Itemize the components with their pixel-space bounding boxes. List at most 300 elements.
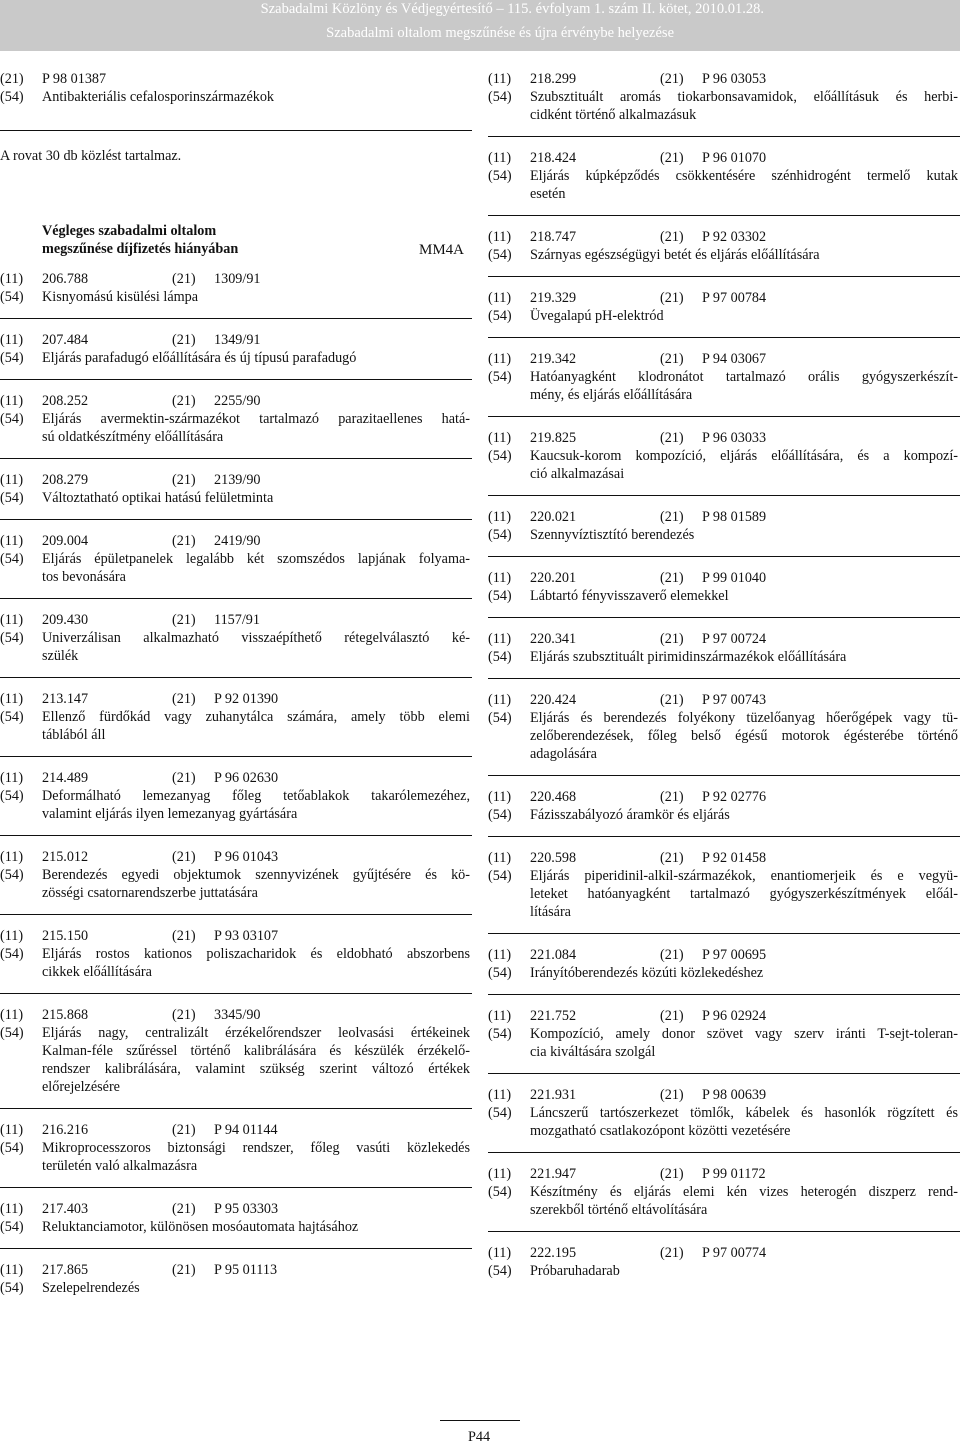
label-11: (11) — [0, 928, 24, 944]
title-line: Fázisszabályozó áramkör és eljárás — [530, 807, 730, 823]
label-21: (21) — [660, 1087, 684, 1103]
label-54: (54) — [488, 89, 512, 105]
entry-title — [0, 288, 470, 306]
entry-title — [488, 1262, 958, 1280]
title-line: Kaucsuk-korom kompozíció, eljárás előállítására, és a kompozí- — [530, 448, 958, 464]
application-number: P 97 00743 — [702, 692, 767, 708]
entry-number-line — [0, 769, 472, 787]
label-21: (21) — [660, 1245, 684, 1261]
label-54: (54) — [0, 490, 24, 506]
application-number: P 98 01387 — [42, 71, 107, 87]
right-entry-list — [488, 70, 960, 1292]
application-number: P 92 01458 — [702, 850, 767, 866]
application-number: P 96 03033 — [702, 430, 767, 446]
label-11: (11) — [488, 631, 512, 647]
title-line: cikkek előállítására — [42, 964, 152, 980]
label-21: (21) — [0, 71, 24, 87]
entry-number-line — [488, 289, 960, 307]
label-54: (54) — [488, 807, 512, 823]
patent-number: 209.430 — [42, 612, 89, 628]
application-number: P 94 03067 — [702, 351, 767, 367]
label-21: (21) — [660, 631, 684, 647]
application-number: P 95 01113 — [214, 1262, 278, 1278]
patent-entry — [488, 679, 960, 776]
patent-entry — [488, 277, 960, 338]
title-line: cidként történő alkalmazásuk — [530, 107, 697, 123]
title-line: Deformálható lemezanyag főleg tetőablakok takarólemezéhez, — [42, 788, 470, 804]
entry-number-line — [488, 1086, 960, 1104]
title-line: rendszer kalibrálására, valamint szükség szerint változó értékek — [42, 1061, 470, 1077]
label-54: (54) — [0, 1140, 24, 1156]
label-21: (21) — [172, 472, 196, 488]
entry-title — [0, 787, 470, 823]
title-line: Eljárás épületpanelek legalább két szomszédos lapjának folyama- — [42, 551, 470, 567]
entry-number-line — [488, 1165, 960, 1183]
title-line: zelőberendezések, főleg belső égésű motorok égésterébe történő — [530, 728, 958, 744]
label-21: (21) — [660, 1008, 684, 1024]
page-header — [0, 0, 960, 51]
title-line: Berendezés egyedi objektumok szennyvizének gyűjtésére és kö- — [42, 867, 470, 883]
patent-entry — [488, 618, 960, 679]
label-11: (11) — [0, 612, 24, 628]
entry-title — [0, 349, 470, 367]
entry-title — [488, 587, 958, 605]
patent-number: 219.329 — [530, 290, 577, 306]
entry-number-line — [0, 471, 472, 489]
patent-entry — [0, 757, 472, 836]
label-21: (21) — [660, 850, 684, 866]
patent-entry — [488, 995, 960, 1074]
label-11: (11) — [488, 1087, 512, 1103]
entry-number-line — [0, 532, 472, 550]
title-line: Kisnyomású kisülési lámpa — [42, 289, 199, 305]
patent-number: 222.195 — [530, 1245, 577, 1261]
entry-number-line — [0, 848, 472, 866]
patent-entry — [0, 994, 472, 1109]
label-11: (11) — [0, 1122, 24, 1138]
patent-number: 216.216 — [42, 1122, 89, 1138]
patent-number: 220.341 — [530, 631, 577, 647]
patent-number: 218.424 — [530, 150, 577, 166]
entry-title — [488, 307, 958, 325]
application-number: P 93 03107 — [214, 928, 279, 944]
entry-title — [0, 88, 470, 106]
label-21: (21) — [660, 509, 684, 525]
patent-number: 221.931 — [530, 1087, 577, 1103]
label-11: (11) — [0, 533, 24, 549]
application-number: P 97 00695 — [702, 947, 767, 963]
title-line: Antibakteriális cefalosporinszármazékok — [42, 89, 275, 105]
patent-entry — [488, 776, 960, 837]
patent-number: 221.752 — [530, 1008, 577, 1024]
patent-entry — [0, 459, 472, 520]
patent-entry — [0, 319, 472, 380]
patent-number: 209.004 — [42, 533, 89, 549]
title-line: Kompozíció, amely donor szövet vagy szerv iránti T-sejt-toleran- — [530, 1026, 958, 1042]
application-number: 2419/90 — [214, 533, 261, 549]
label-11: (11) — [488, 509, 512, 525]
label-11: (11) — [0, 472, 24, 488]
label-54: (54) — [488, 448, 512, 464]
patent-number: 215.150 — [42, 928, 89, 944]
application-number: P 92 01390 — [214, 691, 279, 707]
label-54: (54) — [0, 411, 24, 427]
entry-title — [488, 368, 958, 404]
label-11: (11) — [488, 71, 512, 87]
entry-title — [488, 709, 958, 763]
label-11: (11) — [488, 570, 512, 586]
label-21: (21) — [660, 789, 684, 805]
application-number: 2255/90 — [214, 393, 261, 409]
label-11: (11) — [488, 1245, 512, 1261]
title-line: Láncszerű tartószerkezet tömlők, kábelek és hasonlók rögzített és — [530, 1105, 958, 1121]
application-number: 1349/91 — [214, 332, 261, 348]
title-line: zösségi csatornarendszerbe juttatására — [42, 885, 258, 901]
label-11: (11) — [488, 1166, 512, 1182]
patent-number: 206.788 — [42, 271, 89, 287]
label-54: (54) — [488, 168, 512, 184]
patent-entry — [488, 338, 960, 417]
label-11: (11) — [0, 1007, 24, 1023]
label-54: (54) — [0, 709, 24, 725]
label-54: (54) — [0, 551, 24, 567]
entry-app-line — [0, 70, 472, 88]
entry-number-line — [0, 1006, 472, 1024]
label-11: (11) — [488, 947, 512, 963]
left-column — [0, 70, 472, 131]
label-54: (54) — [488, 308, 512, 324]
patent-entry — [0, 266, 472, 319]
label-21: (21) — [172, 533, 196, 549]
entry-number-line — [0, 1200, 472, 1218]
patent-number: 220.021 — [530, 509, 577, 525]
label-54: (54) — [488, 1105, 512, 1121]
title-line: sú oldatkészítmény előállítására — [42, 429, 224, 445]
entry-number-line — [488, 508, 960, 526]
patent-number: 208.252 — [42, 393, 89, 409]
entry-title — [488, 167, 958, 203]
label-21: (21) — [660, 430, 684, 446]
application-number: P 96 03053 — [702, 71, 767, 87]
label-54: (54) — [0, 1025, 24, 1041]
label-21: (21) — [172, 1122, 196, 1138]
entry-title — [488, 246, 958, 264]
top-left-entry — [0, 70, 472, 131]
patent-entry — [488, 417, 960, 496]
label-54: (54) — [0, 1219, 24, 1235]
patent-number: 220.424 — [530, 692, 577, 708]
section-heading: Szabadalmi oltalom megszűnése és újra érvénybe helyezése — [326, 25, 674, 41]
title-line: ció alkalmazásai — [530, 466, 625, 482]
patent-number: 208.279 — [42, 472, 89, 488]
title-line: Készítmény és eljárás elemi kén vizes heterogén diszperz rend- — [530, 1184, 958, 1200]
title-line: mozgatható csatlakozópont közötti vezetésére — [530, 1123, 791, 1139]
entry-title — [0, 1218, 470, 1236]
title-line: Szubsztituált aromás tiokarbonsavamidok, előállításuk és herbi- — [530, 89, 958, 105]
label-21: (21) — [172, 1201, 196, 1217]
entry-title — [0, 945, 470, 981]
label-11: (11) — [488, 290, 512, 306]
label-54: (54) — [488, 1184, 512, 1200]
application-number: P 97 00784 — [702, 290, 767, 306]
journal-title: Szabadalmi Közlöny és Védjegyértesítő – 115. évfolyam 1. szám II. kötet, 2010.01.28. — [260, 1, 764, 17]
patent-number: 215.012 — [42, 849, 89, 865]
application-number: P 95 03303 — [214, 1201, 279, 1217]
entry-number-line — [488, 429, 960, 447]
entry-number-line — [0, 392, 472, 410]
title-line: Próbaruhadarab — [530, 1263, 620, 1279]
patent-number: 218.299 — [530, 71, 577, 87]
label-54: (54) — [488, 965, 512, 981]
entry-number-line — [0, 1261, 472, 1279]
application-number: P 97 00724 — [702, 631, 767, 647]
patent-entry — [0, 1249, 472, 1309]
label-54: (54) — [0, 89, 24, 105]
label-11: (11) — [488, 1008, 512, 1024]
label-54: (54) — [488, 247, 512, 263]
left-entry-list — [0, 266, 472, 1309]
application-number: P 99 01040 — [702, 570, 767, 586]
label-21: (21) — [660, 692, 684, 708]
application-number: 2139/90 — [214, 472, 261, 488]
entry-title — [0, 866, 470, 902]
entry-number-line — [488, 228, 960, 246]
label-21: (21) — [660, 150, 684, 166]
label-21: (21) — [660, 290, 684, 306]
label-54: (54) — [488, 649, 512, 665]
label-11: (11) — [488, 850, 512, 866]
label-21: (21) — [172, 849, 196, 865]
entry-title — [0, 1024, 470, 1096]
label-11: (11) — [488, 789, 512, 805]
page-footer — [440, 1420, 520, 1445]
patent-entry — [0, 1188, 472, 1249]
label-21: (21) — [660, 351, 684, 367]
patent-entry — [0, 599, 472, 678]
label-11: (11) — [488, 430, 512, 446]
entry-number-line — [0, 611, 472, 629]
label-11: (11) — [0, 271, 24, 287]
label-21: (21) — [660, 570, 684, 586]
entry-number-line — [488, 691, 960, 709]
title-line: Üvegalapú pH-elektród — [530, 308, 664, 324]
patent-entry — [0, 1109, 472, 1188]
entry-number-line — [488, 788, 960, 806]
entry-title — [0, 1279, 470, 1297]
entry-title — [488, 806, 958, 824]
patent-entry — [488, 70, 960, 137]
label-54: (54) — [488, 588, 512, 604]
patent-entry — [488, 1074, 960, 1153]
label-11: (11) — [0, 691, 24, 707]
application-number: P 96 02924 — [702, 1008, 767, 1024]
entry-number-line — [488, 630, 960, 648]
application-number: P 92 02776 — [702, 789, 767, 805]
section-title-line-2: megszűnése díjfizetés hiányában — [42, 241, 239, 257]
title-line: Eljárás kúpképződés csökkentésére szénhidrogént termelő kutak — [530, 168, 958, 184]
entry-title — [0, 629, 470, 665]
application-number: 1309/91 — [214, 271, 261, 287]
patent-entry — [0, 678, 472, 757]
title-line: Eljárás parafadugó előállítására és új típusú parafadugó — [42, 350, 357, 366]
entry-number-line — [488, 1244, 960, 1262]
entry-number-line — [0, 690, 472, 708]
label-54: (54) — [0, 867, 24, 883]
patent-entry — [488, 496, 960, 557]
label-54: (54) — [488, 369, 512, 385]
title-line: Eljárás rostos kationos poliszacharidok és eldobható abszorbens — [42, 946, 470, 962]
title-line: cia kiváltására szolgál — [530, 1044, 656, 1060]
entry-number-line — [0, 331, 472, 349]
label-54: (54) — [488, 868, 512, 884]
patent-number: 215.868 — [42, 1007, 89, 1023]
label-54: (54) — [488, 1263, 512, 1279]
label-11: (11) — [488, 351, 512, 367]
title-line: leteket hatóanyagként tartalmazó gyógyszerkészítmények előál- — [530, 886, 958, 902]
title-line: esetén — [530, 186, 566, 202]
title-line: Eljárás és berendezés folyékony tüzelőanyag hőerőgépek vagy tü- — [530, 710, 958, 726]
application-number: P 96 01043 — [214, 849, 279, 865]
label-11: (11) — [488, 150, 512, 166]
application-number: P 92 03302 — [702, 229, 767, 245]
patent-entry — [488, 837, 960, 934]
entry-title — [0, 410, 470, 446]
entry-title — [0, 1139, 470, 1175]
label-54: (54) — [0, 289, 24, 305]
patent-number: 220.468 — [530, 789, 577, 805]
title-line: Mikroprocesszoros biztonsági rendszer, főleg vasúti közlekedés — [42, 1140, 470, 1156]
title-line: Kalman-féle szűréssel történő kalibrálására és készülék érzékelő- — [42, 1043, 470, 1059]
application-number: P 96 02630 — [214, 770, 279, 786]
title-line: Eljárás piperidinil-alkil-származékok, enantiomerjeik és e vegyü- — [530, 868, 958, 884]
entry-number-line — [488, 149, 960, 167]
label-11: (11) — [0, 393, 24, 409]
patent-number: 221.084 — [530, 947, 577, 963]
patent-entry — [488, 216, 960, 277]
label-21: (21) — [172, 770, 196, 786]
title-line: Eljárás szubsztituált pirimidinszármazékok előállítására — [530, 649, 847, 665]
right-column — [488, 70, 960, 1292]
patent-number: 217.403 — [42, 1201, 89, 1217]
section-block — [0, 222, 472, 1309]
patent-number: 219.825 — [530, 430, 577, 446]
application-number: P 94 01144 — [214, 1122, 278, 1138]
label-11: (11) — [0, 849, 24, 865]
title-line: Irányítóberendezés közúti közlekedéshez — [530, 965, 764, 981]
label-11: (11) — [0, 332, 24, 348]
application-number: P 97 00774 — [702, 1245, 767, 1261]
patent-number: 221.947 — [530, 1166, 577, 1182]
label-54: (54) — [0, 1280, 24, 1296]
entry-number-line — [0, 270, 472, 288]
patent-number: 217.865 — [42, 1262, 89, 1278]
label-21: (21) — [660, 229, 684, 245]
patent-number: 207.484 — [42, 332, 89, 348]
label-11: (11) — [488, 692, 512, 708]
patent-entry — [488, 557, 960, 618]
entry-number-line — [0, 1121, 472, 1139]
patent-number: 214.489 — [42, 770, 89, 786]
application-number: 3345/90 — [214, 1007, 261, 1023]
label-21: (21) — [172, 1007, 196, 1023]
section-note: A rovat 30 db közlést tartalmaz. — [0, 148, 182, 164]
entry-title — [488, 88, 958, 124]
title-line: Szárnyas egészségügyi betét és eljárás előállítására — [530, 247, 820, 263]
label-11: (11) — [488, 229, 512, 245]
page-number: P44 — [468, 1429, 491, 1445]
title-line: táblából áll — [42, 727, 106, 743]
entry-title — [0, 550, 470, 586]
title-line: Eljárás avermektin-származékot tartalmazó parazitaellenes hatá- — [42, 411, 470, 427]
entry-number-line — [488, 70, 960, 88]
title-line: tos bevonására — [42, 569, 126, 585]
label-21: (21) — [172, 1262, 196, 1278]
title-line: szülék — [42, 648, 79, 664]
label-54: (54) — [0, 946, 24, 962]
title-line: előrejelzésére — [42, 1079, 120, 1095]
section-title-line-1: Végleges szabadalmi oltalom — [42, 223, 217, 239]
entry-number-line — [488, 350, 960, 368]
label-21: (21) — [660, 947, 684, 963]
label-21: (21) — [172, 393, 196, 409]
entry-title — [488, 1183, 958, 1219]
label-21: (21) — [172, 691, 196, 707]
label-11: (11) — [0, 1262, 24, 1278]
title-line: lítására — [530, 904, 571, 920]
application-number: P 96 01070 — [702, 150, 767, 166]
title-line: Lábtartó fényvisszaverő elemekkel — [530, 588, 729, 604]
title-line: területén való alkalmazásra — [42, 1158, 198, 1174]
title-line: szerekből történő eltávolítására — [530, 1202, 708, 1218]
label-54: (54) — [0, 788, 24, 804]
label-21: (21) — [172, 612, 196, 628]
title-line: Univerzálisan alkalmazható visszaépíthető rétegelválasztó ké- — [42, 630, 470, 646]
entry-title — [0, 489, 470, 507]
application-number: 1157/91 — [214, 612, 260, 628]
entry-number-line — [0, 927, 472, 945]
title-line: Reluktanciamotor, különösen mosóautomata hajtásához — [42, 1219, 359, 1235]
patent-entry — [488, 934, 960, 995]
label-54: (54) — [0, 630, 24, 646]
application-number: P 98 01589 — [702, 509, 767, 525]
entry-title — [488, 867, 958, 921]
entry-number-line — [488, 946, 960, 964]
label-54: (54) — [488, 527, 512, 543]
patent-entry — [0, 520, 472, 599]
title-line: Változtatható optikai hatású felületminta — [42, 490, 274, 506]
title-line: adagolására — [530, 746, 597, 762]
entry-title — [488, 648, 958, 666]
patent-number: 218.747 — [530, 229, 577, 245]
patent-entry — [488, 1153, 960, 1232]
patent-number: 220.598 — [530, 850, 577, 866]
entry-title — [488, 1025, 958, 1061]
entry-title — [488, 526, 958, 544]
patent-number: 220.201 — [530, 570, 577, 586]
title-line: valamint eljárás ilyen lemezanyag gyártására — [42, 806, 298, 822]
title-line: Eljárás nagy, centralizált érzékelőrendszer leolvasási értékeinek — [42, 1025, 470, 1041]
patent-entry — [488, 1232, 960, 1292]
patent-entry — [488, 137, 960, 216]
application-number: P 99 01172 — [702, 1166, 766, 1182]
label-21: (21) — [172, 271, 196, 287]
label-54: (54) — [488, 1026, 512, 1042]
entry-title — [488, 964, 958, 982]
label-21: (21) — [172, 928, 196, 944]
entry-title — [488, 1104, 958, 1140]
label-11: (11) — [0, 1201, 24, 1217]
title-line: mény, és eljárás előállítására — [530, 387, 693, 403]
